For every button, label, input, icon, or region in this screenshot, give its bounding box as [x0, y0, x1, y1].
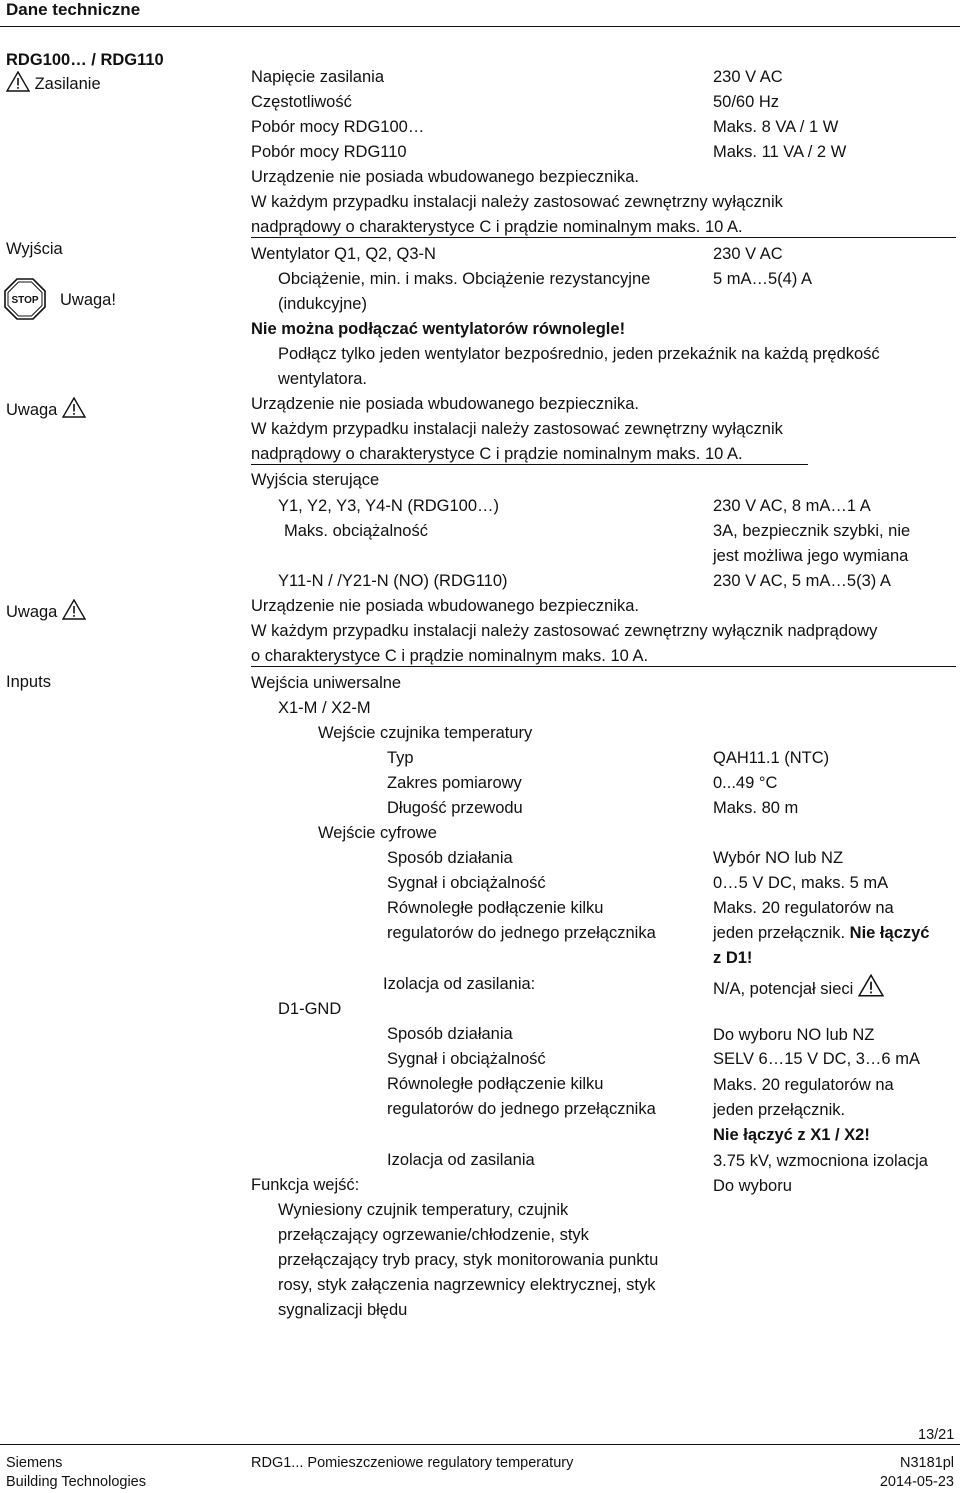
inputs-digital-title: Wejście cyfrowe	[318, 824, 437, 842]
control-note-1: Urządzenie nie posiada wbudowanego bezpiecznika.	[251, 597, 640, 615]
fan-hint-1: Podłącz tylko jeden wentylator bezpośrednio, jeden przekaźnik na każdą prędkość	[278, 345, 880, 363]
inputs-d1-iso-label: Izolacja od zasilania	[387, 1151, 535, 1169]
inputs-cable-value: Maks. 80 m	[713, 799, 799, 817]
inputs-par-value-2	[713, 923, 929, 943]
power-note-1: Urządzenie nie posiada wbudowanego bezpiecznika.	[251, 168, 640, 186]
control-max-value-1: 3A, bezpiecznik szybki, nie	[713, 522, 911, 540]
inputs-func-desc-0: Wyniesiony czujnik temperatury, czujnik	[278, 1201, 569, 1219]
fan-note-1: Urządzenie nie posiada wbudowanego bezpiecznika.	[251, 395, 640, 413]
power-value-3: Maks. 11 VA / 2 W	[713, 143, 847, 161]
inputs-d1-label: D1-GND	[278, 1000, 342, 1018]
inputs-type-label: Typ	[387, 749, 414, 767]
section-caution-1	[6, 397, 86, 420]
warning-triangle-icon	[62, 397, 86, 418]
inputs-func-desc-4: sygnalizacji błędu	[278, 1301, 408, 1319]
inputs-type-value: QAH11.1 (NTC)	[713, 749, 830, 767]
section-caution-2	[6, 599, 86, 622]
inputs-iso-value-wrap	[713, 974, 884, 999]
inputs-temp-title: Wejście czujnika temperatury	[318, 724, 533, 742]
section-power	[6, 71, 101, 94]
inputs-func-desc-2: przełączający tryb pracy, styk monitorowania punktu	[278, 1251, 659, 1269]
stop-sign-text: STOP	[11, 295, 39, 306]
inputs-d1-par-label-1: Równoległe podłączenie kilku	[387, 1075, 604, 1093]
inputs-d1-par-value-3: Nie łączyć z X1 / X2!	[713, 1126, 870, 1144]
divider-control	[251, 464, 808, 465]
control-y-value: 230 V AC, 8 mA…1 A	[713, 497, 871, 515]
fan-note-2: W każdym przypadku instalacji należy zastosować zewnętrzny wyłącznik	[251, 420, 783, 438]
inputs-op-value: Wybór NO lub NZ	[713, 849, 844, 867]
footer-company-1: Siemens	[6, 1455, 63, 1471]
fan-load-value: 5 mA…5(4) A	[713, 270, 813, 288]
inputs-d1-iso-value: 3.75 kV, wzmocniona izolacja	[713, 1152, 928, 1170]
inputs-iso-value: N/A, potencjał sieci	[713, 980, 854, 998]
inputs-range-value: 0...49 °C	[713, 774, 778, 792]
warning-triangle-icon	[6, 71, 30, 92]
control-max-value-2: jest możliwa jego wymiana	[713, 547, 909, 565]
warning-triangle-icon	[858, 974, 884, 997]
control-y11-label: Y11-N / /Y21-N (NO) (RDG110)	[278, 572, 508, 590]
divider-inputs	[251, 666, 956, 667]
inputs-iso-label: Izolacja od zasilania:	[383, 975, 536, 993]
fan-load-label: Obciążenie, min. i maks. Obciążenie rezystancyjne	[278, 270, 651, 288]
fan-value: 230 V AC	[713, 245, 783, 263]
inputs-cable-label: Długość przewodu	[387, 799, 523, 817]
page-title: Dane techniczne	[6, 0, 141, 19]
power-label-1: Częstotliwość	[251, 93, 352, 111]
device-heading: RDG100… / RDG110	[6, 51, 164, 69]
power-note-2: W każdym przypadku instalacji należy zastosować zewnętrzny wyłącznik	[251, 193, 783, 211]
caution-label: Uwaga	[6, 401, 58, 419]
inputs-func-value: Do wyboru	[713, 1177, 792, 1195]
inputs-par-value-2a: jeden przełącznik.	[713, 924, 850, 942]
inputs-func-desc-1: przełączający ogrzewanie/chłodzenie, styk	[278, 1226, 589, 1244]
footer-rule	[0, 1444, 960, 1445]
footer-doc-title: RDG1... Pomieszczeniowe regulatory temperatury	[251, 1455, 574, 1471]
footer-date: 2014-05-23	[879, 1474, 954, 1490]
inputs-d1-sig-label: Sygnał i obciążalność	[387, 1050, 546, 1068]
inputs-d1-par-value-2: jeden przełącznik.	[713, 1101, 846, 1119]
divider-outputs	[251, 237, 956, 238]
inputs-par-label-2: regulatorów do jednego przełącznika	[387, 924, 656, 942]
fan-note-3: nadprądowy o charakterystyce C i prądzie nominalnym maks. 10 A.	[251, 445, 743, 463]
fan-load-label-2: (indukcyjne)	[278, 295, 367, 313]
inputs-par-value-3: z D1!	[713, 949, 753, 967]
inputs-range-label: Zakres pomiarowy	[387, 774, 522, 792]
power-value-0: 230 V AC	[713, 68, 783, 86]
power-value-2: Maks. 8 VA / 1 W	[713, 118, 839, 136]
inputs-par-value-2b: Nie łączyć	[849, 924, 930, 942]
footer-doc-id: N3181pl	[899, 1455, 954, 1471]
inputs-x-label: X1-M / X2-M	[278, 699, 371, 717]
inputs-sig-value: 0…5 V DC, maks. 5 mA	[713, 874, 889, 892]
inputs-title: Wejścia uniwersalne	[251, 674, 402, 692]
control-y11-value: 230 V AC, 5 mA…5(3) A	[713, 572, 891, 590]
warning-triangle-icon	[62, 599, 86, 620]
control-note-3: o charakterystyce C i prądzie nominalnym maks. 10 A.	[251, 647, 649, 665]
fan-parallel-warning: Nie można podłączać wentylatorów równolegle!	[251, 320, 626, 338]
power-value-1: 50/60 Hz	[713, 93, 780, 111]
footer-company-2: Building Technologies	[6, 1474, 147, 1490]
inputs-sig-label: Sygnał i obciążalność	[387, 874, 546, 892]
power-label-3: Pobór mocy RDG110	[251, 143, 407, 161]
inputs-op-label: Sposób działania	[387, 849, 513, 867]
inputs-d1-sig-value: SELV 6…15 V DC, 3…6 mA	[713, 1050, 920, 1068]
fan-label: Wentylator Q1, Q2, Q3-N	[251, 245, 436, 263]
section-warning: Uwaga!	[60, 291, 116, 309]
header-rule	[0, 26, 960, 27]
inputs-func-desc-3: rosy, styk załączenia nagrzewnicy elektrycznej, styk	[278, 1276, 656, 1294]
inputs-d1-op-label: Sposób działania	[387, 1025, 513, 1043]
inputs-par-value-1: Maks. 20 regulatorów na	[713, 899, 894, 917]
fan-hint-2: wentylatora.	[278, 370, 367, 388]
inputs-d1-par-label-2: regulatorów do jednego przełącznika	[387, 1100, 656, 1118]
control-title: Wyjścia sterujące	[251, 471, 380, 489]
section-inputs: Inputs	[6, 673, 51, 691]
inputs-func-label: Funkcja wejść:	[251, 1176, 360, 1194]
inputs-d1-op-value: Do wyboru NO lub NZ	[713, 1026, 875, 1044]
control-max-label: Maks. obciążalność	[284, 522, 428, 540]
caution-label: Uwaga	[6, 603, 58, 621]
power-label-2: Pobór mocy RDG100…	[251, 118, 425, 136]
control-note-2: W każdym przypadku instalacji należy zastosować zewnętrzny wyłącznik nadprądowy	[251, 622, 878, 640]
section-outputs: Wyjścia	[6, 240, 63, 258]
inputs-par-label-1: Równoległe podłączenie kilku	[387, 899, 604, 917]
section-power-label: Zasilanie	[34, 75, 101, 93]
power-label-0: Napięcie zasilania	[251, 68, 384, 86]
control-y-label: Y1, Y2, Y3, Y4-N (RDG100…)	[278, 497, 500, 515]
stop-sign-icon	[4, 278, 46, 320]
page-number: 13/21	[918, 1427, 955, 1443]
inputs-d1-par-value-1: Maks. 20 regulatorów na	[713, 1076, 894, 1094]
power-note-3: nadprądowy o charakterystyce C i prądzie nominalnym maks. 10 A.	[251, 218, 743, 236]
